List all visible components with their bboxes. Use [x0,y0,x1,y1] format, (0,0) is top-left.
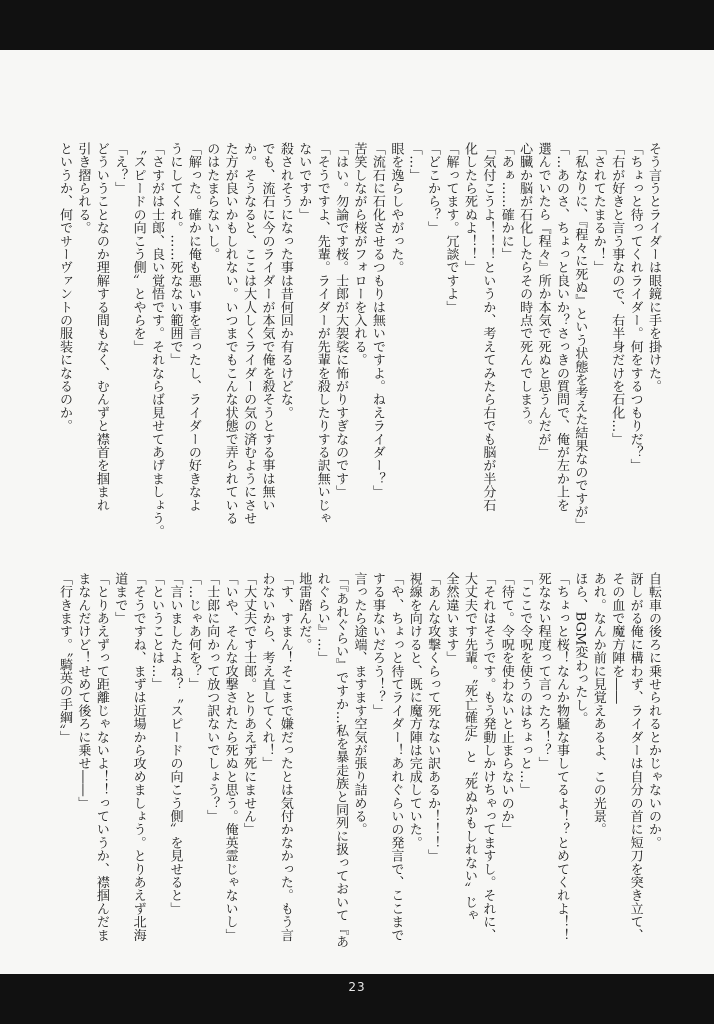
text-line: のはたまらないし。 [204,142,220,261]
text-line: その血で魔方陣を―― [609,572,625,704]
text-line: ほら、BGM変わったし。 [572,572,588,725]
text-line: する事ないだろう！？」 [369,572,385,718]
text-line: 全然違います」 [443,572,459,665]
text-line: 死なない程度って言ったろ！？」 [535,572,551,770]
text-line: 「さすがは士郎、良い覚悟です。それならば見せてあげましょう。 [149,142,165,538]
text-line: 「『あれぐらい』ですか…私を暴走族と同列に扱っておいて『あ [333,572,349,949]
text-line: 選んでいたら『程々』所か本気で死ぬと思うんだが」 [535,142,551,459]
text-line: 「とりあえずって距離じゃないよ！！っていうか、襟掴んだま [93,572,109,942]
text-line: どういうことなのか理解する間もなく、むんずと襟首を掴まれ [93,142,109,512]
text-line: 「行きます。〝騎英の手綱〟」 [57,572,72,744]
text-line: 「言いましたよね？〝スピードの向こう側〟を見せると」 [167,572,183,916]
text-line: 「あんな攻撃くらって死なない訳あるか！！！」 [425,572,441,863]
text-line: うにしてくれ。……死なない範囲で」 [167,142,183,367]
text-line: 「あぁ……確かに」 [498,142,514,261]
text-line: 「ちょっと待ってくれライダー。何をするつもりだ？」 [627,142,643,472]
text-line: 訝しがる俺に構わず、ライダーは自分の首に短刀を突き立て、 [627,572,643,942]
text-line: 「大丈夫です士郎。とりあえず死にません」 [241,572,257,836]
text-line: 化したら死ぬよ！！」 [461,142,477,274]
text-line: 〝スピードの向こう側〟とやらを」 [130,142,146,354]
text-line: 殺されそうになった事は昔何回か有るけどな。 [277,142,293,420]
text-line: 「そうですね、まずは近場から攻めましょう。とりあえず北海 [130,572,146,942]
text-line: 視線を向けると、既に魔方陣は完成していた。 [406,572,422,850]
text-line: 「そうですよ、先輩。ライダーが先輩を殺したりする訳無いじゃ [314,142,330,525]
text-line: 「はい。勿論です桜。士郎が大袈裟に怖がりすぎなのです」 [333,142,349,499]
text-line: 「いや、そんな攻撃されたら死ぬと思う。俺英霊じゃないし」 [222,572,238,942]
text-line: 苦笑しながら桜がフォローを入れる。 [351,142,367,367]
text-line: 自転車の後ろに乗せられるとかじゃないのか。 [646,572,661,850]
text-line: 「ここで令呪を使うのはちょっと…」 [517,572,533,797]
text-line: 「されてたまるか！」 [590,142,606,274]
text-line: 「解ってます。冗談ですよ」 [443,142,459,314]
text-line: そう言うとライダーは眼鏡に手を掛けた。 [646,142,661,393]
text-line: あれ。なんか前に見覚えあるよ、この光景。 [590,572,606,836]
text-line: 道まで」 [112,572,128,625]
text-line: れぐらい』…」 [314,572,330,665]
text-line: 「流石に石化させるつもりは無いですよ。ねえライダー？」 [369,142,385,499]
text-line: 「え？」 [112,142,128,195]
bottom-text-block [57,572,662,992]
text-line: 「や、ちょっと待てライダー！あれぐらいの発言で、ここまで [388,572,404,942]
text-line: 引き摺られる。 [75,142,91,235]
text-line: 「待て。令呪を使わないと止まらないのか」 [498,572,514,836]
text-line: というか、何でサーヴァントの服装になるのか。 [57,142,72,433]
text-line: 「士郎に向かって放つ訳ないでしょう？」 [204,572,220,823]
text-line: 「ちょっと桜！なんか物騒な事してるよ！？とめてくれよ！！ [553,572,569,942]
text-line: 心臓か脳が石化したらその時点で死んでしまう。 [517,142,533,433]
text-line: た方が良いかもしれない。いつまでもこんな状態で弄られている [222,142,238,525]
text-line: 「気付こうよ！！！というか、考えてみたら右でも脳が半分石 [480,142,496,512]
text-line: 「ということは…」 [149,572,165,691]
text-line: 「…あのさ、ちょっと良いか？さっきの質問で、俺が左か上を [553,142,569,512]
text-line: 「す、すまん！そこまで嫌だったとは気付かなかった。もう言 [277,572,293,942]
text-line: ないですか」 [296,142,312,222]
text-line: 「…」 [406,142,422,182]
text-line: 眼を逸らしやがった。 [388,142,404,274]
text-line: 「私なりに、『程々に死ぬ』という状態を考えた結果なのですが」 [572,142,588,532]
text-line: 地雷踏んだ。 [296,572,312,652]
text-line: 「右が好きと言う事なので、右半身だけを石化…」 [609,142,625,446]
text-line: 「どこから？」 [425,142,441,235]
text-line: 「それはそうです。もう発動しかけちゃってますし。それに、 [480,572,496,942]
text-line: でも、流石に今のライダーが本気で俺を殺そうとする事は無い [259,142,275,512]
text-line: 「解った。確かに俺も悪い事を言ったし、ライダーの好きなよ [185,142,201,512]
text-line: まなんだけど！せめて後ろに乗せ――」 [75,572,91,810]
text-line: か。そうなると、ここは大人しくライダーの気の済むようにさせ [241,142,257,525]
page-number: 23 [348,980,366,994]
text-line: 言ったら途端、ますます空気が張り詰める。 [351,572,367,836]
top-text-block [57,142,662,557]
text-line: わないから、考え直してくれ！」 [259,572,275,770]
text-line: 大丈夫です先輩。〝死亡確定〟と〝死ぬかもしれない〟じゃ [461,572,477,922]
text-line: 「…じゃあ何を？」 [185,572,201,691]
manuscript-page [0,50,714,974]
